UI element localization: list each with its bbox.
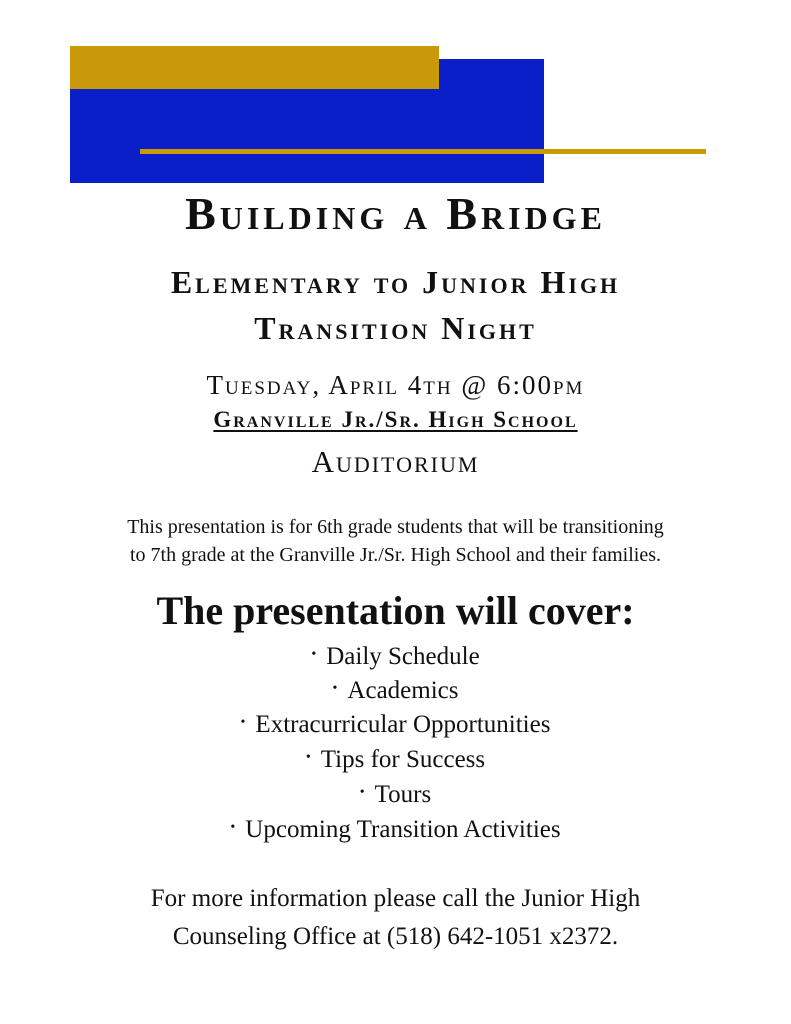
topic-item bbox=[0, 743, 791, 778]
event-school bbox=[0, 403, 791, 437]
contact-line2: Counseling Office at (518) 642-1051 x2372. bbox=[172, 923, 619, 950]
topic-item bbox=[0, 778, 791, 813]
bullet-icon: • bbox=[305, 750, 311, 766]
topic-item bbox=[0, 640, 791, 675]
topic-label: Extracurricular Opportunities bbox=[255, 711, 551, 738]
flyer-subtitle-line1: Elementary to Junior High bbox=[170, 264, 621, 300]
bullet-icon: • bbox=[332, 681, 338, 697]
bullet-icon: • bbox=[311, 647, 317, 663]
topic-item bbox=[0, 708, 791, 743]
bullet-icon: • bbox=[230, 820, 236, 836]
gold-header-bar bbox=[70, 46, 439, 89]
flyer-subtitle-line2: Transition Night bbox=[254, 310, 537, 346]
topic-label: Daily Schedule bbox=[326, 643, 480, 670]
bullet-icon: • bbox=[359, 785, 365, 801]
flyer-title: Building a Bridge bbox=[185, 188, 606, 239]
topic-label: Upcoming Transition Activities bbox=[245, 816, 561, 843]
topic-label: Tips for Success bbox=[320, 746, 486, 773]
event-date-time: Tuesday, April 4th @ 6:00pm bbox=[206, 370, 585, 400]
event-school-name: Granville Jr./Sr. High School bbox=[213, 407, 578, 432]
description-line2: to 7th grade at the Granville Jr./Sr. High School and their families. bbox=[129, 544, 661, 566]
topic-item bbox=[0, 674, 791, 709]
description-line1: This presentation is for 6th grade students that will be transitioning bbox=[127, 516, 664, 538]
topic-label: Tours bbox=[374, 781, 432, 808]
event-room: Auditorium bbox=[311, 444, 480, 479]
bullet-icon: • bbox=[240, 715, 246, 731]
topic-item bbox=[0, 813, 791, 848]
contact-line1: For more information please call the Junior High bbox=[150, 885, 641, 912]
gold-accent-line bbox=[140, 149, 706, 154]
topic-label: Academics bbox=[347, 677, 459, 704]
cover-heading: The presentation will cover: bbox=[156, 588, 635, 633]
